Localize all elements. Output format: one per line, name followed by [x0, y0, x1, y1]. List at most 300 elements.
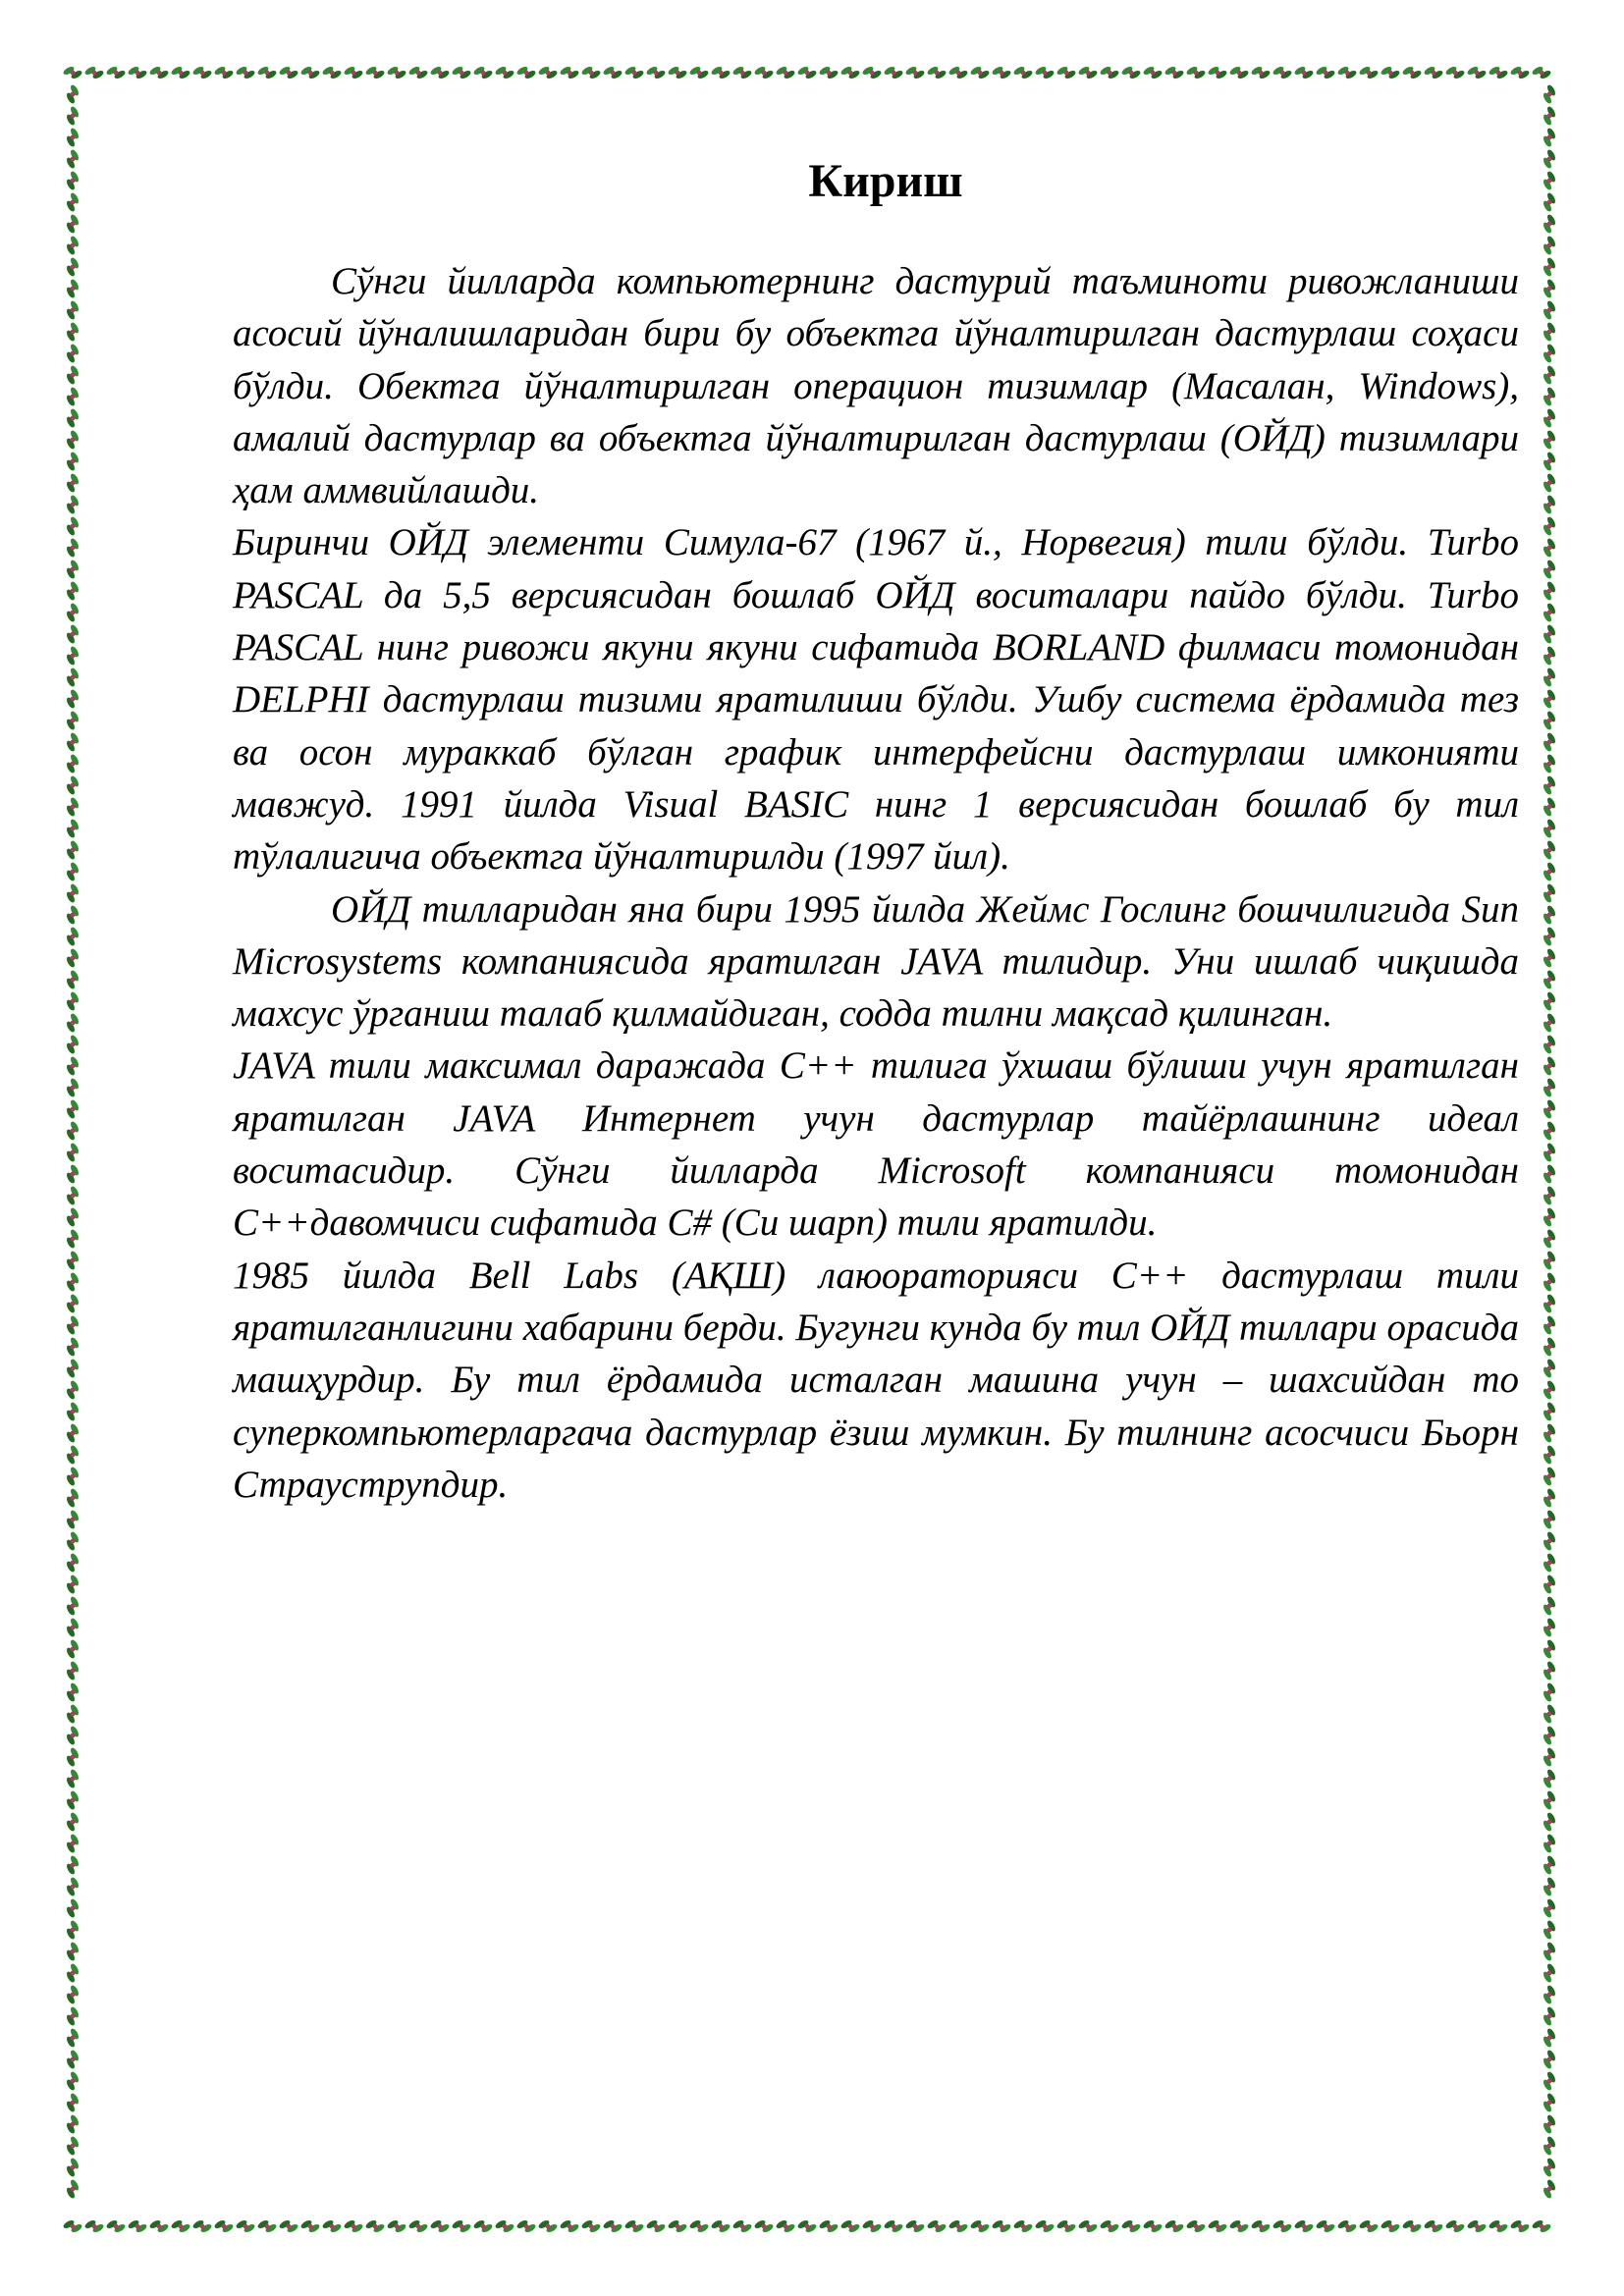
- holly-motif: [65, 1574, 80, 1594]
- holly-motif: [1542, 515, 1556, 536]
- holly-motif: [1012, 65, 1033, 80]
- holly-motif: [1488, 2218, 1508, 2233]
- holly-motif: [1401, 2218, 1422, 2233]
- holly-motif: [65, 1811, 80, 1832]
- holly-motif: [1542, 1552, 1556, 1573]
- holly-motif: [65, 926, 80, 946]
- holly-motif: [65, 1768, 80, 1789]
- holly-motif: [1542, 2092, 1556, 2112]
- holly-motif: [926, 2218, 947, 2233]
- holly-motif: [278, 65, 298, 80]
- holly-motif: [1542, 1530, 1556, 1551]
- holly-motif: [1542, 1034, 1556, 1054]
- holly-motif: [83, 65, 104, 80]
- holly-motif: [65, 127, 80, 147]
- holly-motif: [1542, 1897, 1556, 1918]
- holly-motif: [1542, 170, 1556, 190]
- holly-motif: [1542, 645, 1556, 666]
- holly-motif: [65, 1314, 80, 1335]
- holly-motif: [407, 2218, 428, 2233]
- holly-motif: [839, 65, 860, 80]
- holly-motif: [1542, 753, 1556, 774]
- holly-motif: [1542, 731, 1556, 752]
- holly-motif: [1466, 65, 1487, 80]
- holly-motif: [1250, 2218, 1271, 2233]
- holly-motif: [1542, 602, 1556, 622]
- holly-motif: [148, 65, 169, 80]
- holly-motif: [65, 882, 80, 903]
- holly-motif: [1542, 1250, 1556, 1270]
- holly-motif: [1542, 1055, 1556, 1076]
- holly-motif: [65, 645, 80, 666]
- holly-motif: [753, 65, 774, 80]
- holly-motif: [256, 65, 277, 80]
- holly-motif: [991, 65, 1011, 80]
- holly-motif: [65, 1163, 80, 1184]
- holly-motif: [1542, 148, 1556, 169]
- holly-motif: [1542, 774, 1556, 795]
- holly-motif: [1034, 2218, 1055, 2233]
- holly-motif: [1542, 1487, 1556, 1508]
- holly-motif: [1542, 969, 1556, 989]
- holly-motif: [278, 2218, 298, 2233]
- holly-motif: [818, 65, 839, 80]
- holly-motif: [1542, 1768, 1556, 1789]
- holly-motif: [65, 1530, 80, 1551]
- holly-motif: [213, 65, 234, 80]
- holly-motif: [1542, 559, 1556, 579]
- holly-motif: [65, 1660, 80, 1681]
- holly-motif: [1542, 1962, 1556, 1983]
- holly-motif: [65, 1098, 80, 1119]
- holly-motif: [127, 65, 147, 80]
- holly-motif: [65, 235, 80, 255]
- holly-motif: [1207, 2218, 1227, 2233]
- holly-motif: [1120, 65, 1141, 80]
- holly-motif: [1315, 2218, 1335, 2233]
- holly-motif: [1542, 2049, 1556, 2069]
- holly-motif: [65, 451, 80, 471]
- holly-motif: [65, 580, 80, 601]
- holly-motif: [1056, 65, 1076, 80]
- holly-motif: [1380, 65, 1400, 80]
- holly-motif: [1164, 2218, 1184, 2233]
- holly-motif: [235, 2218, 255, 2233]
- holly-motif: [65, 299, 80, 320]
- holly-motif: [991, 2218, 1011, 2233]
- holly-motif: [65, 1487, 80, 1508]
- holly-motif: [65, 537, 80, 558]
- holly-motif: [1542, 1314, 1556, 1335]
- holly-motif: [1542, 321, 1556, 342]
- holly-motif: [1542, 2005, 1556, 2026]
- holly-motif: [731, 2218, 752, 2233]
- holly-motif: [1099, 65, 1119, 80]
- holly-motif: [65, 2070, 80, 2091]
- holly-motif: [1542, 429, 1556, 450]
- holly-motif: [170, 2218, 190, 2233]
- holly-motif: [1542, 1422, 1556, 1443]
- paragraph-3: ОЙД тилларидан яна бири 1995 йилда Жеймс Гослинг бошчилигида Sun Microsystems компаниясида яратилган JAVA тилидир. Уни ишлаб чиқишда махсус ўрганиш талаб қилмайдиган, содда тилни мақсад қилинган.: [233, 887, 1519, 1036]
- holly-motif: [1542, 1595, 1556, 1616]
- holly-motif: [1542, 1984, 1556, 2004]
- holly-motif: [1542, 796, 1556, 817]
- holly-motif: [65, 1466, 80, 1486]
- holly-motif: [65, 278, 80, 298]
- holly-motif: [386, 65, 406, 80]
- holly-motif: [1542, 926, 1556, 946]
- holly-motif: [1034, 65, 1055, 80]
- holly-motif: [65, 1725, 80, 1745]
- holly-motif: [1542, 1120, 1556, 1141]
- holly-motif: [1336, 2218, 1357, 2233]
- holly-motif: [65, 1422, 80, 1443]
- holly-motif: [451, 2218, 471, 2233]
- holly-motif: [65, 1250, 80, 1270]
- holly-motif: [1509, 2218, 1530, 2233]
- holly-motif: [1542, 2178, 1556, 2199]
- holly-motif: [472, 2218, 493, 2233]
- holly-motif: [65, 1444, 80, 1465]
- holly-motif: [63, 2218, 83, 2233]
- holly-motif: [904, 65, 925, 80]
- holly-motif: [1542, 256, 1556, 277]
- holly-motif: [65, 1120, 80, 1141]
- holly-motif: [65, 753, 80, 774]
- holly-motif: [1336, 65, 1357, 80]
- holly-motif: [1401, 65, 1422, 80]
- holly-motif: [1542, 1077, 1556, 1097]
- paragraph-5: 1985 йилда Bell Labs (АҚШ) лаюораторияси С++ дастурлаш тили яратилганлигини хабарини берди. Бугунги кунда бу тил ОЙД тиллари орасида машҳурдир. Бу тил ёрдамида исталган машина учун – шахсийдан то суперкомпьютерларгача дастурлар ёзиш мумкин. Бу тилнинг асосчиси Бьорн Страуструпдир.: [233, 1254, 1519, 1506]
- holly-motif: [580, 2218, 601, 2233]
- document-body: [233, 147, 1519, 1511]
- holly-motif: [65, 1789, 80, 1810]
- holly-motif: [65, 1703, 80, 1724]
- holly-motif: [299, 65, 320, 80]
- holly-motif: [65, 170, 80, 190]
- holly-motif: [1099, 2218, 1119, 2233]
- holly-motif: [1185, 2218, 1206, 2233]
- holly-motif: [127, 2218, 147, 2233]
- holly-motif: [1164, 65, 1184, 80]
- holly-motif: [256, 2218, 277, 2233]
- holly-motif: [65, 2027, 80, 2048]
- holly-motif: [1293, 65, 1314, 80]
- holly-motif: [65, 105, 80, 126]
- holly-motif: [65, 710, 80, 730]
- holly-motif: [1542, 1682, 1556, 1702]
- holly-motif: [364, 65, 385, 80]
- holly-motif: [1542, 386, 1556, 406]
- holly-motif: [65, 2178, 80, 2199]
- holly-motif: [65, 731, 80, 752]
- holly-motif: [1315, 65, 1335, 80]
- holly-motif: [65, 472, 80, 493]
- holly-motif: [1531, 2218, 1551, 2233]
- holly-motif: [105, 2218, 126, 2233]
- holly-motif: [65, 1055, 80, 1076]
- holly-motif: [947, 2218, 968, 2233]
- holly-motif: [1542, 882, 1556, 903]
- holly-motif: [580, 65, 601, 80]
- holly-motif: [65, 148, 80, 169]
- holly-motif: [65, 191, 80, 212]
- holly-motif: [515, 65, 536, 80]
- holly-motif: [1542, 1358, 1556, 1378]
- holly-motif: [688, 65, 709, 80]
- holly-motif: [65, 1206, 80, 1227]
- holly-motif: [1142, 2218, 1163, 2233]
- holly-motif: [1293, 2218, 1314, 2233]
- holly-motif: [1542, 1379, 1556, 1400]
- holly-motif: [861, 2218, 882, 2233]
- holly-motif: [775, 65, 795, 80]
- holly-motif: [65, 904, 80, 925]
- holly-motif: [1542, 407, 1556, 428]
- holly-motif: [1542, 667, 1556, 687]
- holly-motif: [321, 65, 342, 80]
- holly-motif: [65, 1509, 80, 1529]
- holly-motif: [429, 2218, 450, 2233]
- holly-motif: [1542, 710, 1556, 730]
- holly-motif: [1423, 65, 1443, 80]
- page-title: Кириш: [808, 155, 963, 207]
- holly-motif: [1542, 1617, 1556, 1637]
- holly-motif: [969, 65, 990, 80]
- holly-motif: [667, 65, 687, 80]
- holly-motif: [65, 1876, 80, 1896]
- holly-motif: [1542, 1941, 1556, 1961]
- holly-motif: [65, 364, 80, 385]
- holly-motif: [65, 1638, 80, 1659]
- holly-motif: [1542, 1206, 1556, 1227]
- holly-motif: [65, 1379, 80, 1400]
- holly-motif: [191, 2218, 212, 2233]
- holly-motif: [1542, 839, 1556, 860]
- holly-motif: [65, 1228, 80, 1249]
- holly-motif: [65, 1941, 80, 1961]
- holly-motif: [65, 343, 80, 363]
- holly-motif: [515, 2218, 536, 2233]
- holly-motif: [65, 1271, 80, 1292]
- holly-motif: [472, 65, 493, 80]
- holly-motif: [65, 1034, 80, 1054]
- holly-motif: [1542, 1703, 1556, 1724]
- holly-motif: [65, 1336, 80, 1357]
- holly-motif: [645, 65, 666, 80]
- holly-motif: [65, 2005, 80, 2026]
- holly-motif: [1228, 2218, 1249, 2233]
- holly-motif: [623, 2218, 644, 2233]
- holly-motif: [796, 65, 817, 80]
- holly-motif: [65, 83, 80, 104]
- holly-motif: [559, 2218, 579, 2233]
- holly-motif: [1542, 2157, 1556, 2177]
- holly-motif: [364, 2218, 385, 2233]
- holly-motif: [65, 386, 80, 406]
- holly-motif: [1542, 1444, 1556, 1465]
- holly-motif: [1542, 1660, 1556, 1681]
- holly-motif: [65, 2135, 80, 2156]
- holly-motif: [65, 990, 80, 1011]
- holly-motif: [1542, 2070, 1556, 2091]
- holly-motif: [1542, 343, 1556, 363]
- holly-motif: [1542, 1919, 1556, 1940]
- holly-motif: [1380, 2218, 1400, 2233]
- holly-motif: [65, 1962, 80, 1983]
- holly-motif: [148, 2218, 169, 2233]
- holly-motif: [65, 1897, 80, 1918]
- holly-motif: [1542, 537, 1556, 558]
- holly-motif: [65, 1401, 80, 1421]
- paragraph-4: JAVA тили максимал даражада С++ тилига ўхшаш бўлиши учун яратилган яратилган JAVA Интернет учун дастурлар тайёрлашнинг идеал воситасидир. Сўнги йилларда Microsoft компанияси томонидан С++давомчиси сифатида С# (Си шарп) тили яратилди.: [233, 1044, 1519, 1245]
- holly-motif: [65, 1919, 80, 1940]
- holly-motif: [1542, 105, 1556, 126]
- holly-motif: [839, 2218, 860, 2233]
- holly-motif: [1542, 580, 1556, 601]
- holly-motif: [1542, 1228, 1556, 1249]
- holly-motif: [1542, 1746, 1556, 1767]
- holly-motif: [1142, 65, 1163, 80]
- holly-motif: [1542, 494, 1556, 514]
- holly-motif: [667, 2218, 687, 2233]
- holly-motif: [65, 213, 80, 234]
- holly-motif: [65, 1833, 80, 1853]
- holly-motif: [1542, 1142, 1556, 1162]
- holly-motif: [65, 623, 80, 644]
- holly-motif: [1466, 2218, 1487, 2233]
- holly-motif: [710, 65, 731, 80]
- holly-motif: [1542, 2113, 1556, 2134]
- holly-motif: [1542, 1185, 1556, 1205]
- holly-motif: [235, 65, 255, 80]
- holly-motif: [1542, 861, 1556, 881]
- holly-motif: [65, 839, 80, 860]
- holly-motif: [494, 2218, 514, 2233]
- holly-motif: [65, 2092, 80, 2112]
- holly-motif: [1542, 1401, 1556, 1421]
- holly-motif: [191, 65, 212, 80]
- holly-motif: [170, 65, 190, 80]
- holly-motif: [1542, 299, 1556, 320]
- holly-motif: [1542, 688, 1556, 709]
- holly-motif: [904, 2218, 925, 2233]
- holly-motif: [861, 65, 882, 80]
- paragraph-2: Биринчи ОЙД элементи Симула-67 (1967 й., Норвегия) тили бўлди. Turbo PASCAL да 5,5 версиясидан бошлаб ОЙД воситалари пайдо бўлди. Turbo PASCAL нинг ривожи якуни якуни сифатида BORLAND филмаси томонидан DELPHI дастурлаш тизими яратилиши бўлди. Ушбу система ёрдамида тез ва осон мураккаб бўлган график интерфейсни дастурлаш имконияти мавжуд. 1991 йилда Visual BASIC нинг 1 версиясидан бошлаб бу тил тўлалигича объектга йўналтирилди (1997 йил).: [233, 521, 1519, 879]
- holly-motif: [1542, 1293, 1556, 1313]
- holly-motif: [1542, 1163, 1556, 1184]
- holly-motif: [688, 2218, 709, 2233]
- holly-motif: [1077, 2218, 1098, 2233]
- holly-motif: [65, 667, 80, 687]
- holly-motif: [299, 2218, 320, 2233]
- holly-motif: [1542, 2027, 1556, 2048]
- holly-motif: [65, 688, 80, 709]
- holly-motif: [65, 494, 80, 514]
- holly-motif: [1488, 65, 1508, 80]
- holly-motif: [65, 602, 80, 622]
- holly-motif: [1358, 2218, 1379, 2233]
- holly-motif: [429, 65, 450, 80]
- holly-motif: [65, 774, 80, 795]
- holly-motif: [775, 2218, 795, 2233]
- holly-motif: [65, 1293, 80, 1313]
- holly-motif: [602, 65, 623, 80]
- holly-motif: [1358, 65, 1379, 80]
- holly-motif: [1542, 623, 1556, 644]
- holly-motif: [1250, 65, 1271, 80]
- holly-motif: [451, 65, 471, 80]
- holly-motif: [213, 2218, 234, 2233]
- holly-motif: [969, 2218, 990, 2233]
- holly-motif: [1542, 1854, 1556, 1875]
- holly-motif: [1272, 2218, 1292, 2233]
- holly-motif: [753, 2218, 774, 2233]
- holly-motif: [65, 1012, 80, 1033]
- holly-motif: [343, 65, 363, 80]
- holly-motif: [343, 2218, 363, 2233]
- holly-motif: [1542, 1271, 1556, 1292]
- holly-motif: [947, 65, 968, 80]
- holly-motif: [65, 1142, 80, 1162]
- holly-motif: [537, 2218, 558, 2233]
- holly-motif: [65, 1358, 80, 1378]
- holly-motif: [1542, 904, 1556, 925]
- holly-motif: [105, 65, 126, 80]
- holly-motif: [1012, 2218, 1033, 2233]
- holly-motif: [1542, 278, 1556, 298]
- holly-motif: [731, 65, 752, 80]
- holly-motif: [1542, 1638, 1556, 1659]
- holly-motif: [796, 2218, 817, 2233]
- holly-motif: [1542, 1876, 1556, 1896]
- holly-motif: [1542, 947, 1556, 968]
- holly-motif: [1542, 213, 1556, 234]
- holly-motif: [65, 2157, 80, 2177]
- holly-motif: [1542, 472, 1556, 493]
- holly-motif: [1542, 1833, 1556, 1853]
- holly-motif: [926, 65, 947, 80]
- holly-motif: [1509, 65, 1530, 80]
- holly-motif: [1542, 1574, 1556, 1594]
- holly-motif: [65, 861, 80, 881]
- holly-motif: [65, 818, 80, 838]
- holly-motif: [1542, 1466, 1556, 1486]
- holly-motif: [65, 969, 80, 989]
- holly-motif: [1542, 1509, 1556, 1529]
- holly-motif: [1444, 2218, 1465, 2233]
- holly-motif: [1056, 2218, 1076, 2233]
- holly-motif: [710, 2218, 731, 2233]
- holly-motif: [883, 2218, 903, 2233]
- holly-motif: [65, 1617, 80, 1637]
- holly-motif: [65, 1185, 80, 1205]
- holly-motif: [1542, 818, 1556, 838]
- holly-motif: [537, 65, 558, 80]
- holly-motif: [1542, 1098, 1556, 1119]
- holly-motif: [65, 1746, 80, 1767]
- holly-motif: [1542, 1725, 1556, 1745]
- holly-motif: [1542, 2135, 1556, 2156]
- holly-motif: [1120, 2218, 1141, 2233]
- holly-motif: [65, 1682, 80, 1702]
- holly-motif: [1542, 235, 1556, 255]
- holly-motif: [65, 321, 80, 342]
- holly-motif: [65, 2113, 80, 2134]
- holly-motif: [65, 1077, 80, 1097]
- holly-motif: [65, 1984, 80, 2004]
- holly-motif: [65, 1595, 80, 1616]
